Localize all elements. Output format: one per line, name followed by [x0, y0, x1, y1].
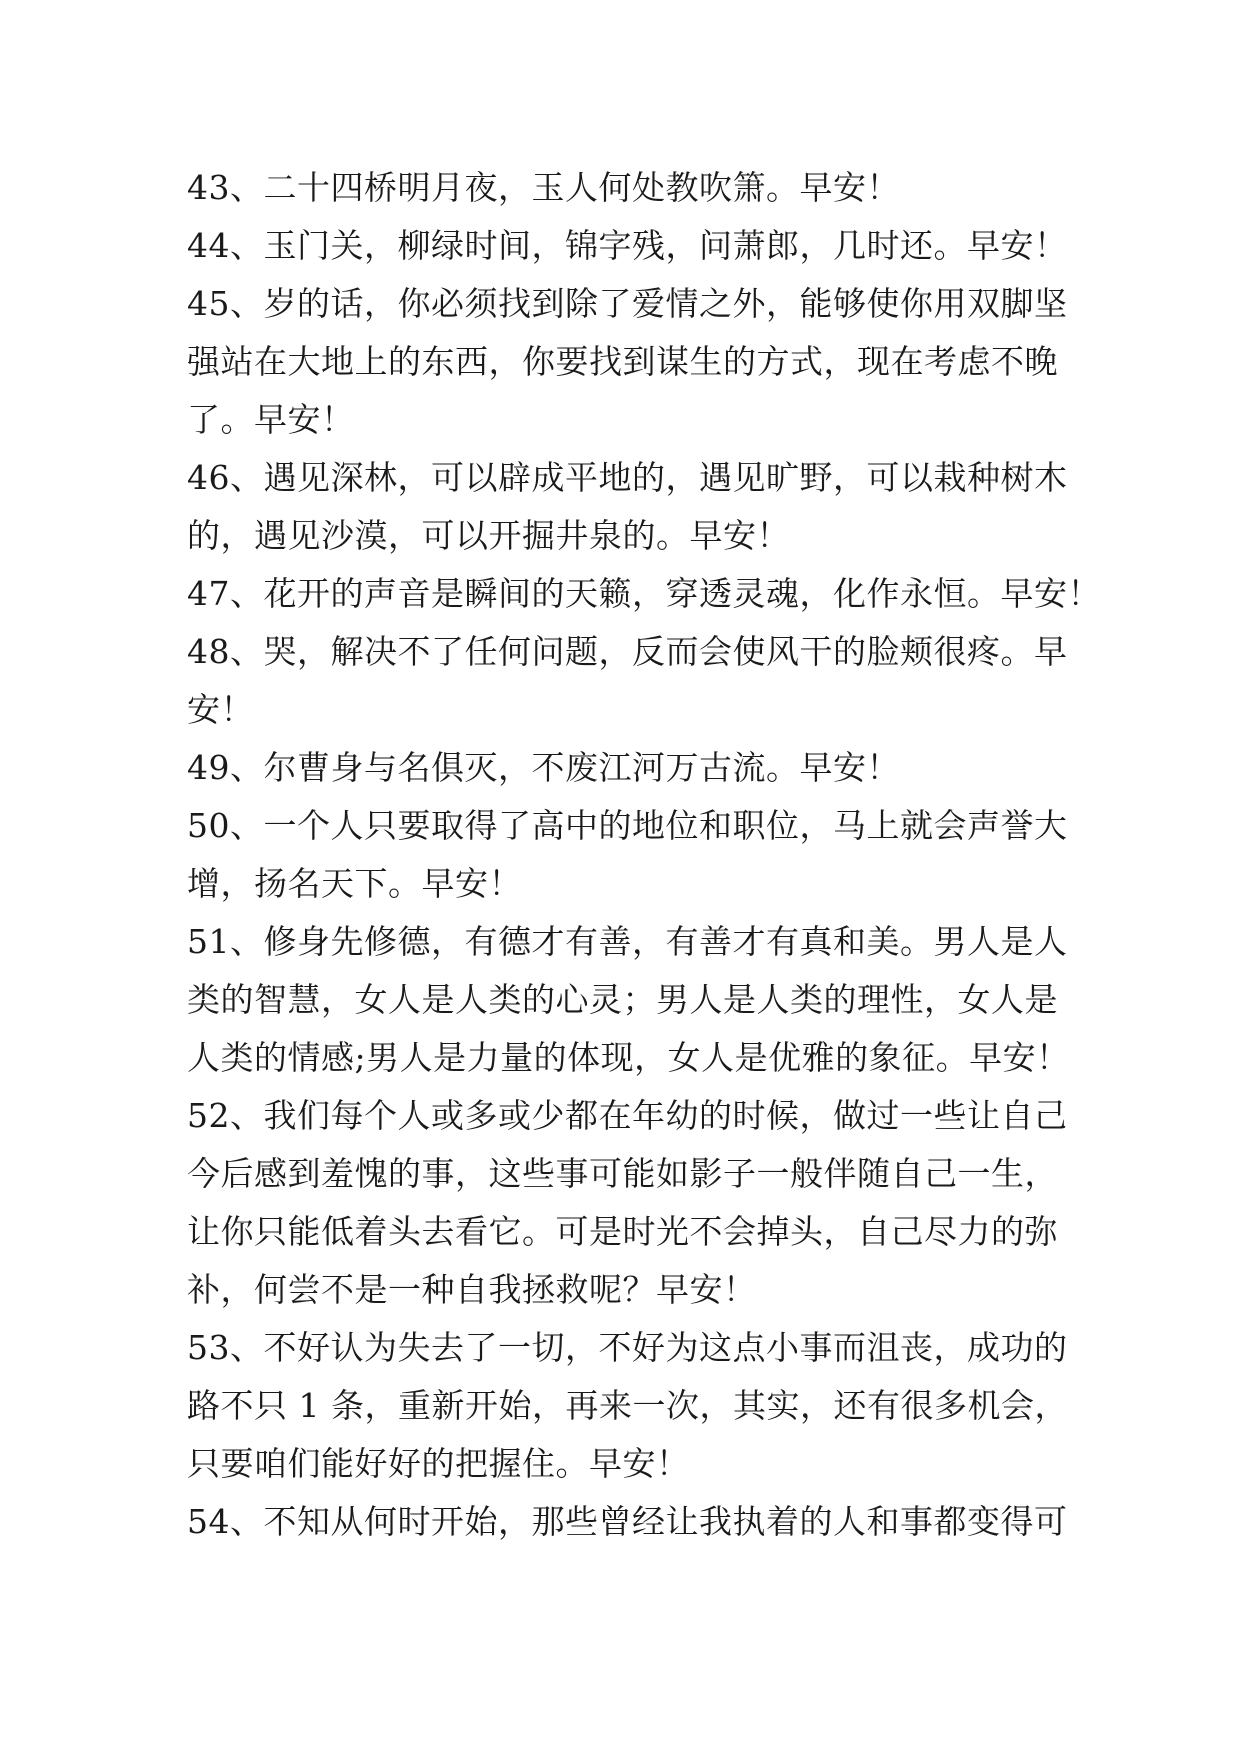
text-line: 强站在大地上的东西，你要找到谋生的方式，现在考虑不晚	[187, 342, 1058, 381]
text-line: 今后感到羞愧的事，这些事可能如影子一般伴随自己一生，	[187, 1154, 1058, 1193]
text-line: 46、遇见深林，可以辟成平地的，遇见旷野，可以栽种树木	[187, 458, 1068, 497]
document-body	[187, 159, 1101, 1551]
text-line: 47、花开的声音是瞬间的天籁，穿透灵魂，化作永恒。早安！	[187, 574, 1101, 613]
text-line: 补，何尝不是一种自我拯救呢？早安！	[187, 1270, 757, 1309]
text-line: 49、尔曹身与名俱灭，不废江河万古流。早安！	[187, 748, 900, 787]
text-line: 类的智慧，女人是人类的心灵；男人是人类的理性，女人是	[187, 980, 1058, 1019]
text-line: 让你只能低着头去看它。可是时光不会掉头，自己尽力的弥	[187, 1212, 1058, 1251]
text-line: 路不只 1 条，重新开始，再来一次，其实，还有很多机会，	[187, 1386, 1068, 1425]
text-line: 52、我们每个人或多或少都在年幼的时候，做过一些让自己	[187, 1096, 1068, 1135]
text-line: 50、一个人只要取得了高中的地位和职位，马上就会声誉大	[187, 806, 1068, 845]
text-line: 48、哭，解决不了任何问题，反而会使风干的脸颊很疼。早	[187, 632, 1068, 671]
text-line: 44、玉门关，柳绿时间，锦字残，问萧郎，几时还。早安！	[187, 226, 1068, 265]
text-line: 了。早安！	[187, 400, 355, 439]
text-line: 的，遇见沙漠，可以开掘井泉的。早安！	[187, 516, 790, 555]
text-line: 51、修身先修德，有德才有善，有善才有真和美。男人是人	[187, 922, 1068, 961]
text-line: 43、二十四桥明月夜，玉人何处教吹箫。早安！	[187, 168, 900, 207]
text-line: 人类的情感;男人是力量的体现，女人是优雅的象征。早安！	[187, 1038, 1070, 1077]
text-line: 45、岁的话，你必须找到除了爱情之外，能够使你用双脚坚	[187, 284, 1068, 323]
text-line: 54、不知从何时开始，那些曾经让我执着的人和事都变得可	[187, 1502, 1068, 1541]
text-line: 安！	[187, 690, 254, 729]
text-line: 53、不好认为失去了一切，不好为这点小事而沮丧，成功的	[187, 1328, 1068, 1367]
text-line: 只要咱们能好好的把握住。早安！	[187, 1444, 690, 1483]
text-line: 增，扬名天下。早安！	[187, 864, 522, 903]
